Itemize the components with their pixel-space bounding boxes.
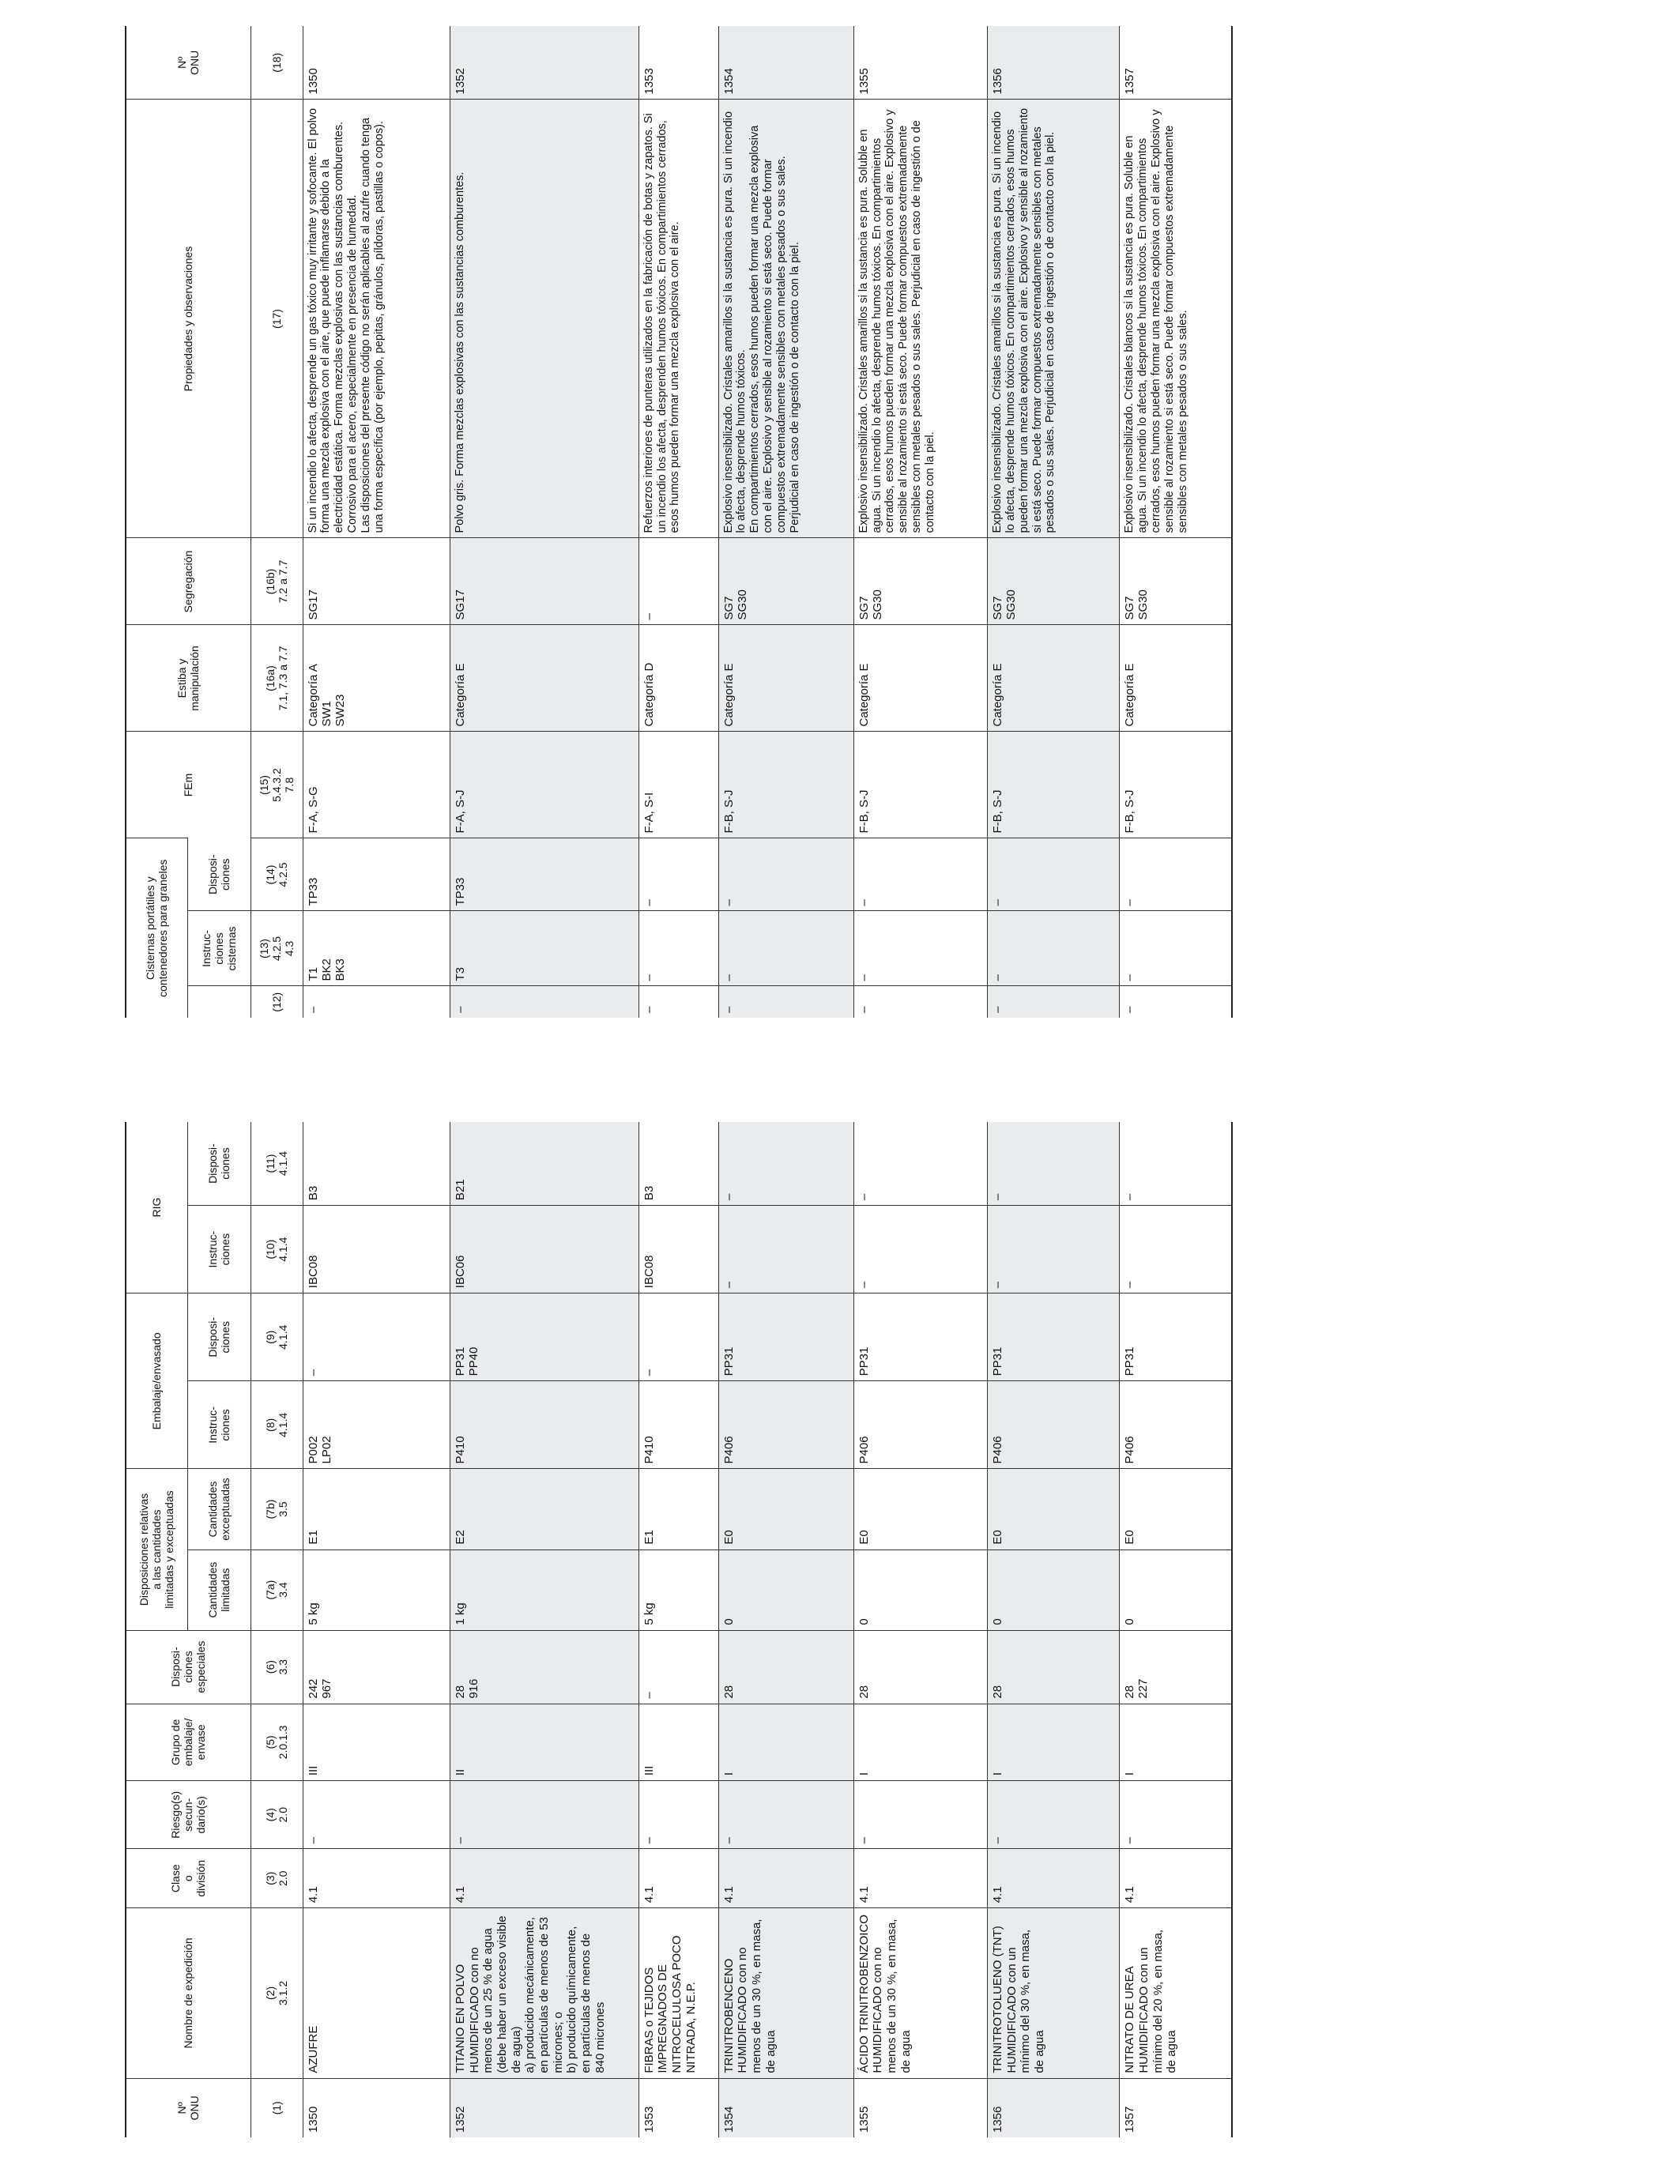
properties-observations: Explosivo insensibilizado. Cristales amarillos si la sustancia es pura. Si un incendio lo afecta, desprende humos tóxicos. En compartimientos cerrados, esos humos pueden formar una mezcla explosiva con el aire. Explosivo y sensible al rozamiento si está seco. Puede formar compuestos extremadamente sensibles con metales pesados o sus sales. Perjudicial en caso de ingestión o de contacto con la piel. (718, 100, 853, 538)
header-ems: FEm (126, 732, 250, 838)
excepted-quantity: E1 (638, 1469, 718, 1550)
ibc-provision: – (718, 1122, 853, 1206)
ibc-instruction: – (718, 1206, 853, 1293)
packing-provision: PP31 (853, 1293, 987, 1381)
subsidiary-risk: – (638, 1781, 718, 1849)
un-number: 1352 (450, 2078, 638, 2137)
header-un-number-end: Nº ONU (126, 26, 250, 100)
segregation: SG7 SG30 (853, 538, 987, 625)
tank-provision: – (988, 838, 1120, 911)
subsidiary-risk: – (1120, 1781, 1232, 1849)
subsidiary-risk: – (303, 1781, 450, 1849)
header-tank-group: Cisternas portátiles y contenedores para graneles (126, 838, 187, 1018)
ibc-provision: B3 (638, 1122, 718, 1206)
header-packaging-group: Embalaje/envasado (126, 1293, 187, 1469)
header-packing-provisions: Disposi- ciones (187, 1293, 250, 1381)
table-row (303, 1122, 450, 2137)
ibc-provision: – (853, 1122, 987, 1206)
tank-provision: – (638, 838, 718, 911)
ibc-instruction: – (988, 1206, 1120, 1293)
tank-provision: – (1120, 838, 1232, 911)
header-properties: Propiedades y observaciones (126, 100, 250, 538)
packing-group: III (638, 1704, 718, 1781)
un-number-end: 1353 (638, 26, 718, 100)
table-row (718, 1122, 853, 2137)
packing-provision: – (303, 1293, 450, 1381)
packing-provision: PP31 PP40 (450, 1293, 638, 1381)
limited-quantity: 0 (853, 1550, 987, 1630)
stowage-handling: Categoría A SW1 SW23 (303, 625, 450, 732)
limited-quantity: 0 (988, 1550, 1120, 1630)
ems-code: F-B, S-J (853, 732, 987, 838)
limited-quantity: 0 (1120, 1550, 1232, 1630)
header-tank-instructions: Instruc- ciones cisternas (187, 911, 250, 986)
ibc-provision: – (988, 1122, 1120, 1206)
un-number-end: 1355 (853, 26, 987, 100)
table-row (303, 26, 450, 1018)
table-row (450, 1122, 638, 2137)
dangerous-goods-table-left-panel (125, 1122, 1233, 2137)
column-12-value: – (450, 986, 638, 1018)
limited-quantity: 5 kg (638, 1550, 718, 1630)
header-subsidiary-risk: Riesgo(s) secun- dario(s) (126, 1781, 250, 1849)
column-number-10: (10) 4.1.4 (250, 1206, 303, 1293)
segregation: SG7 SG30 (718, 538, 853, 625)
excepted-quantity: E0 (1120, 1469, 1232, 1550)
class: 4.1 (988, 1849, 1120, 1908)
dangerous-goods-table-right (125, 26, 1233, 1018)
class: 4.1 (450, 1849, 638, 1908)
properties-observations: Refuerzos interiores de punteras utilizados en la fabricación de botas y zapatos. Si un incendio los afecta, desprenden humos tóxicos. En compartimientos cerrados, esos humos pueden formar una mezcla explosiva con el aire. (638, 100, 718, 538)
un-number: 1354 (718, 2078, 853, 2137)
stowage-handling: Categoría E (988, 625, 1120, 732)
properties-observations: Explosivo insensibilizado. Cristales amarillos si la sustancia es pura. Soluble en agua. Si un incendio lo afecta, desprende humos tóxicos. En compartimientos cerrados, esos humos pueden formar una mezcla explosiva con el aire. Explosivo y sensible al rozamiento si está seco. Puede formar compuestos extremadamente sensibles con metales pesados o sus sales. Perjudicial en caso de ingestión o de contacto con la piel. (853, 100, 987, 538)
column-number-2: (2) 3.1.2 (250, 1908, 303, 2078)
tank-instruction: T3 (450, 911, 638, 986)
packing-provision: PP31 (988, 1293, 1120, 1381)
subsidiary-risk: – (988, 1781, 1120, 1849)
header-ibc-instructions: Instruc- ciones (187, 1206, 250, 1293)
special-provisions: 28 (853, 1630, 987, 1704)
packing-provision: PP31 (718, 1293, 853, 1381)
properties-observations: Si un incendio lo afecta, desprende un gas tóxico muy irritante y sofocante. El polvo forma una mezcla explosiva con el aire, que puede inflamarse debido a la electricidad estática. Forma mezclas explosivas con las sustancias comburentes. Corrosivo para el acero, especialmente en presencia de humedad. Las disposiciones del presente código no serán aplicables al azufre cuando tenga una forma específica (por ejemplo, pepitas, gránulos, píldoras, pastillas o copos). (303, 100, 450, 538)
column-number-14: (14) 4.2.5 (250, 838, 303, 911)
tank-provision: TP33 (303, 838, 450, 911)
column-number-13: (13) 4.2.5 4.3 (250, 911, 303, 986)
shipping-name: TRINITROTOLUENO (TNT) HUMIDIFICADO con un mínimo del 30 %, en masa, de agua (988, 1908, 1120, 2078)
packing-instruction: P406 (988, 1381, 1120, 1469)
column-12-value: – (988, 986, 1120, 1018)
shipping-name: FIBRAS o TEJIDOS IMPREGNADOS DE NITROCELULOSA POCO NITRADA, N.E.P. (638, 1908, 718, 2078)
excepted-quantity: E1 (303, 1469, 450, 1550)
special-provisions: 28 227 (1120, 1630, 1232, 1704)
packing-instruction: P410 (450, 1381, 638, 1469)
table-row (718, 26, 853, 1018)
header-shipping-name: Nombre de expedición (126, 1908, 250, 2078)
table-row (450, 26, 638, 1018)
table-row (988, 26, 1120, 1018)
column-number-3: (3) 2.0 (250, 1849, 303, 1908)
tank-provision: – (853, 838, 987, 911)
header-blank (187, 986, 250, 1018)
dangerous-goods-table-left (125, 1122, 1233, 2137)
packing-group: I (1120, 1704, 1232, 1781)
tank-instruction: – (1120, 911, 1232, 986)
table-row (638, 1122, 718, 2137)
column-number-9: (9) 4.1.4 (250, 1293, 303, 1381)
limited-quantity: 1 kg (450, 1550, 638, 1630)
stowage-handling: Categoría E (1120, 625, 1232, 732)
column-number-11: (11) 4.1.4 (250, 1122, 303, 1206)
column-12-value: – (638, 986, 718, 1018)
column-number-7a: (7a) 3.4 (250, 1550, 303, 1630)
dangerous-goods-table-right-panel (125, 26, 1233, 1018)
shipping-name: AZUFRE (303, 1908, 450, 2078)
shipping-name: ÁCIDO TRINITROBENZOICO HUMIDIFICADO con no menos de un 30 %, en masa, de agua (853, 1908, 987, 2078)
tank-instruction: – (988, 911, 1120, 986)
packing-instruction: P406 (853, 1381, 987, 1469)
header-ibc-group: RIG (126, 1122, 187, 1293)
header-excepted-quantities: Cantidades exceptuadas (187, 1469, 250, 1550)
subsidiary-risk: – (450, 1781, 638, 1849)
ibc-instruction: IBC08 (303, 1206, 450, 1293)
header-ibc-provisions: Disposi- ciones (187, 1122, 250, 1206)
un-number: 1353 (638, 2078, 718, 2137)
tank-instruction: – (718, 911, 853, 986)
segregation: SG17 (303, 538, 450, 625)
excepted-quantity: E0 (718, 1469, 853, 1550)
excepted-quantity: E0 (988, 1469, 1120, 1550)
header-tank-provisions: Disposi- ciones (187, 838, 250, 911)
stowage-handling: Categoría E (718, 625, 853, 732)
ems-code: F-A, S-G (303, 732, 450, 838)
table-row (638, 26, 718, 1018)
ibc-instruction: IBC06 (450, 1206, 638, 1293)
ibc-provision: B3 (303, 1122, 450, 1206)
properties-observations: Polvo gris. Forma mezclas explosivas con las sustancias comburentes. (450, 100, 638, 538)
ibc-instruction: – (1120, 1206, 1232, 1293)
column-number-7b: (7b) 3.5 (250, 1469, 303, 1550)
packing-instruction: P406 (1120, 1381, 1232, 1469)
header-un-number: Nº ONU (126, 2078, 250, 2137)
class: 4.1 (638, 1849, 718, 1908)
limited-quantity: 0 (718, 1550, 853, 1630)
column-number-18: (18) (250, 26, 303, 100)
table-row (988, 1122, 1120, 2137)
excepted-quantity: E0 (853, 1469, 987, 1550)
column-number-16a: (16a) 7.1, 7.3 a 7.7 (250, 625, 303, 732)
column-12-value: – (718, 986, 853, 1018)
class: 4.1 (1120, 1849, 1232, 1908)
packing-instruction: P410 (638, 1381, 718, 1469)
column-number-15: (15) 5.4.3.2 7.8 (250, 732, 303, 838)
table-row (1120, 1122, 1232, 2137)
column-number-1: (1) (250, 2078, 303, 2137)
segregation: – (638, 538, 718, 625)
header-packing-group: Grupo de embalaje/ envase (126, 1704, 250, 1781)
header-class: Clase o división (126, 1849, 250, 1908)
ems-code: F-B, S-J (988, 732, 1120, 838)
excepted-quantity: E2 (450, 1469, 638, 1550)
column-number-5: (5) 2.0.1.3 (250, 1704, 303, 1781)
special-provisions: 242 967 (303, 1630, 450, 1704)
ibc-instruction: – (853, 1206, 987, 1293)
tank-instruction: – (638, 911, 718, 986)
stowage-handling: Categoría E (450, 625, 638, 732)
stowage-handling: Categoría D (638, 625, 718, 732)
packing-group: II (450, 1704, 638, 1781)
ibc-provision: B21 (450, 1122, 638, 1206)
packing-group: III (303, 1704, 450, 1781)
un-number-end: 1352 (450, 26, 638, 100)
table-row (1120, 26, 1232, 1018)
class: 4.1 (718, 1849, 853, 1908)
packing-instruction: P406 (718, 1381, 853, 1469)
un-number-end: 1350 (303, 26, 450, 100)
packing-provision: – (638, 1293, 718, 1381)
un-number: 1356 (988, 2078, 1120, 2137)
ibc-provision: – (1120, 1122, 1232, 1206)
shipping-name: TITANIO EN POLVO HUMIDIFICADO con no menos de un 25 % de agua (debe haber un exceso visible de agua) a) producido mecánicamente, en partículas de menos de 53 micrones; o b) producido químicamente, en partículas de menos de 840 micrones (450, 1908, 638, 2078)
table-row (853, 26, 987, 1018)
subsidiary-risk: – (853, 1781, 987, 1849)
class: 4.1 (303, 1849, 450, 1908)
column-12-value: – (853, 986, 987, 1018)
table-row (853, 1122, 987, 2137)
tank-instruction: T1 BK2 BK3 (303, 911, 450, 986)
header-segregation: Segregación (126, 538, 250, 625)
un-number-end: 1357 (1120, 26, 1232, 100)
packing-group: I (718, 1704, 853, 1781)
tank-instruction: – (853, 911, 987, 986)
un-number: 1350 (303, 2078, 450, 2137)
ibc-instruction: IBC08 (638, 1206, 718, 1293)
special-provisions: 28 916 (450, 1630, 638, 1704)
special-provisions: 28 (988, 1630, 1120, 1704)
un-number-end: 1356 (988, 26, 1120, 100)
un-number-end: 1354 (718, 26, 853, 100)
properties-observations: Explosivo insensibilizado. Cristales blancos si la sustancia es pura. Soluble en agua. Si un incendio lo afecta, desprende humos tóxicos. En compartimientos cerrados, esos humos pueden formar una mezcla explosiva con el aire. Explosivo y sensible al rozamiento si está seco. Puede formar compuestos extremadamente sensibles con metales pesados o sus sales. (1120, 100, 1232, 538)
shipping-name: TRINITROBENCENO HUMIDIFICADO con no menos de un 30 %, en masa, de agua (718, 1908, 853, 2078)
ems-code: F-B, S-J (1120, 732, 1232, 838)
tank-provision: TP33 (450, 838, 638, 911)
column-number-17: (17) (250, 100, 303, 538)
packing-group: I (988, 1704, 1120, 1781)
packing-instruction: P002 LP02 (303, 1381, 450, 1469)
ems-code: F-A, S-J (450, 732, 638, 838)
tank-provision: – (718, 838, 853, 911)
segregation: SG7 SG30 (1120, 538, 1232, 625)
segregation: SG17 (450, 538, 638, 625)
column-12-value: – (1120, 986, 1232, 1018)
shipping-name: NITRATO DE UREA HUMIDIFICADO con un mínimo del 20 %, en masa, de agua (1120, 1908, 1232, 2078)
ems-code: F-B, S-J (718, 732, 853, 838)
packing-provision: PP31 (1120, 1293, 1232, 1381)
limited-quantity: 5 kg (303, 1550, 450, 1630)
un-number: 1355 (853, 2078, 987, 2137)
packing-group: I (853, 1704, 987, 1781)
column-number-4: (4) 2.0 (250, 1781, 303, 1849)
special-provisions: – (638, 1630, 718, 1704)
special-provisions: 28 (718, 1630, 853, 1704)
column-number-12: (12) (250, 986, 303, 1018)
subsidiary-risk: – (718, 1781, 853, 1849)
segregation: SG7 SG30 (988, 538, 1120, 625)
header-stowage: Estiba y manipulación (126, 625, 250, 732)
header-limited-excepted-group: Disposiciones relativas a las cantidades limitadas y exceptuadas (126, 1469, 187, 1630)
column-number-8: (8) 4.1.4 (250, 1381, 303, 1469)
stowage-handling: Categoría E (853, 625, 987, 732)
properties-observations: Explosivo insensibilizado. Cristales amarillos si la sustancia es pura. Si un incendio lo afecta, desprende humos tóxicos. En compartimientos cerrados, esos humos pueden formar una mezcla explosiva con el aire. Explosivo y sensible al rozamiento si está seco. Puede formar compuestos extremadamente sensibles con metales pesados o sus sales. Perjudicial en caso de ingestión o de contacto con la piel. (988, 100, 1120, 538)
column-number-16b: (16b) 7.2 a 7.7 (250, 538, 303, 625)
header-special-provisions: Disposi- ciones especiales (126, 1630, 250, 1704)
un-number: 1357 (1120, 2078, 1232, 2137)
ems-code: F-A, S-I (638, 732, 718, 838)
class: 4.1 (853, 1849, 987, 1908)
column-number-6: (6) 3.3 (250, 1630, 303, 1704)
header-limited-quantities: Cantidades limitadas (187, 1550, 250, 1630)
header-packing-instructions: Instruc- ciones (187, 1381, 250, 1469)
column-12-value: – (303, 986, 450, 1018)
